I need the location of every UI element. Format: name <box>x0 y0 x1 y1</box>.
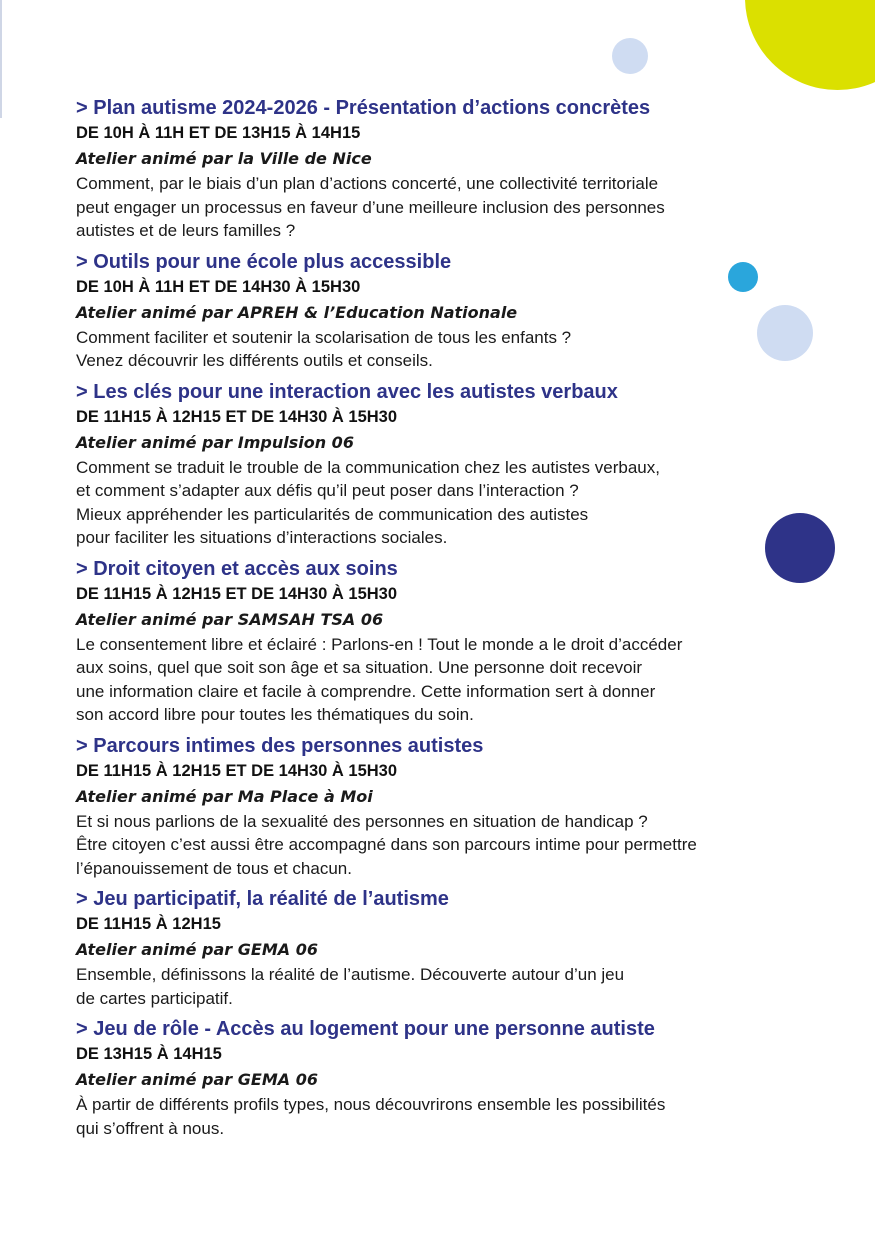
workshop-host: Atelier animé par SAMSAH TSA 06 <box>76 609 384 629</box>
workshop-host: Atelier animé par Ma Place à Moi <box>76 786 373 806</box>
workshop-item <box>76 250 836 373</box>
workshop-description-line: Et si nous parlions de la sexualité des personnes en situation de handicap ? <box>76 811 648 831</box>
workshop-title: > Plan autisme 2024-2026 - Présentation d’actions concrètes <box>76 97 651 119</box>
workshop-time: DE 11H15 À 12H15 <box>76 915 221 933</box>
workshop-host: Atelier animé par Impulsion 06 <box>76 432 354 452</box>
workshop-host: Atelier animé par la Ville de Nice <box>76 149 372 168</box>
workshop-description-line: et comment s’adapter aux défis qu’il peut poser dans l’interaction ? <box>76 481 579 500</box>
workshop-description-line: l’épanouissement de tous et chacun. <box>76 858 352 878</box>
workshop-description-line: Ensemble, définissons la réalité de l’autisme. Découverte autour d’un jeu <box>76 965 625 984</box>
workshop-description-line: Être citoyen c’est aussi être accompagné dans son parcours intime pour permettre <box>76 835 697 854</box>
left-edge-rule <box>0 0 2 118</box>
workshop-time: DE 11H15 À 12H15 ET DE 14H30 À 15H30 <box>76 407 398 426</box>
workshop-title: > Les clés pour une interaction avec les autistes verbaux <box>76 380 618 403</box>
workshop-description-line: Comment, par le biais d’un plan d’actions concerté, une collectivité territoriale <box>76 174 659 193</box>
workshop-time: DE 10H À 11H ET DE 14H30 À 15H30 <box>76 277 361 296</box>
workshop-item <box>76 734 836 881</box>
workshop-list <box>76 96 836 1147</box>
workshop-time: DE 13H15 À 14H15 <box>76 1045 222 1063</box>
workshop-item <box>76 380 836 550</box>
workshop-item <box>76 96 836 243</box>
workshop-description-line: Comment faciliter et soutenir la scolarisation de tous les enfants ? <box>76 327 572 347</box>
workshop-item <box>76 557 836 727</box>
workshop-time: DE 11H15 À 12H15 ET DE 14H30 À 15H30 <box>76 584 398 603</box>
workshop-item <box>76 1017 836 1140</box>
workshop-host: Atelier animé par GEMA 06 <box>76 1070 318 1089</box>
workshop-description-line: autistes et de leurs familles ? <box>76 221 296 240</box>
workshop-time: DE 11H15 À 12H15 ET DE 14H30 À 15H30 <box>76 761 398 780</box>
yellow-circle-decoration <box>745 0 875 90</box>
workshop-host: Atelier animé par GEMA 06 <box>76 940 318 959</box>
lavender-dot-decoration <box>612 38 648 74</box>
workshop-description-line: pour faciliter les situations d’interactions sociales. <box>76 528 448 547</box>
workshop-title: > Droit citoyen et accès aux soins <box>76 557 398 580</box>
workshop-description-line: de cartes participatif. <box>76 988 233 1008</box>
workshop-description-line: Le consentement libre et éclairé : Parlons-en ! Tout le monde a le droit d’accéder <box>76 634 683 654</box>
workshop-description-line: aux soins, quel que soit son âge et sa situation. Une personne doit recevoir <box>76 658 643 677</box>
workshop-description-line: À partir de différents profils types, nous découvrirons ensemble les possibilités <box>76 1095 666 1114</box>
workshop-title: > Jeu de rôle - Accès au logement pour une personne autiste <box>76 1018 655 1040</box>
workshop-title: > Jeu participatif, la réalité de l’autisme <box>76 888 449 910</box>
workshop-title: > Outils pour une école plus accessible <box>76 250 452 273</box>
workshop-description-line: une information claire et facile à comprendre. Cette information sert à donner <box>76 681 656 701</box>
workshop-description-line: son accord libre pour toutes les thématiques du soin. <box>76 705 474 724</box>
workshop-description-line: Comment se traduit le trouble de la communication chez les autistes verbaux, <box>76 457 660 477</box>
workshop-description-line: Mieux appréhender les particularités de communication des autistes <box>76 504 589 524</box>
workshop-description-line: Venez découvrir les différents outils et conseils. <box>76 351 433 370</box>
workshop-time: DE 10H À 11H ET DE 13H15 À 14H15 <box>76 124 361 142</box>
workshop-description-line: qui s’offrent à nous. <box>76 1118 225 1138</box>
workshop-item <box>76 887 836 1010</box>
workshop-description-line: peut engager un processus en faveur d’une meilleure inclusion des personnes <box>76 197 665 217</box>
workshop-title: > Parcours intimes des personnes autistes <box>76 734 484 757</box>
workshop-host: Atelier animé par APREH & l’Education Nationale <box>76 302 518 322</box>
